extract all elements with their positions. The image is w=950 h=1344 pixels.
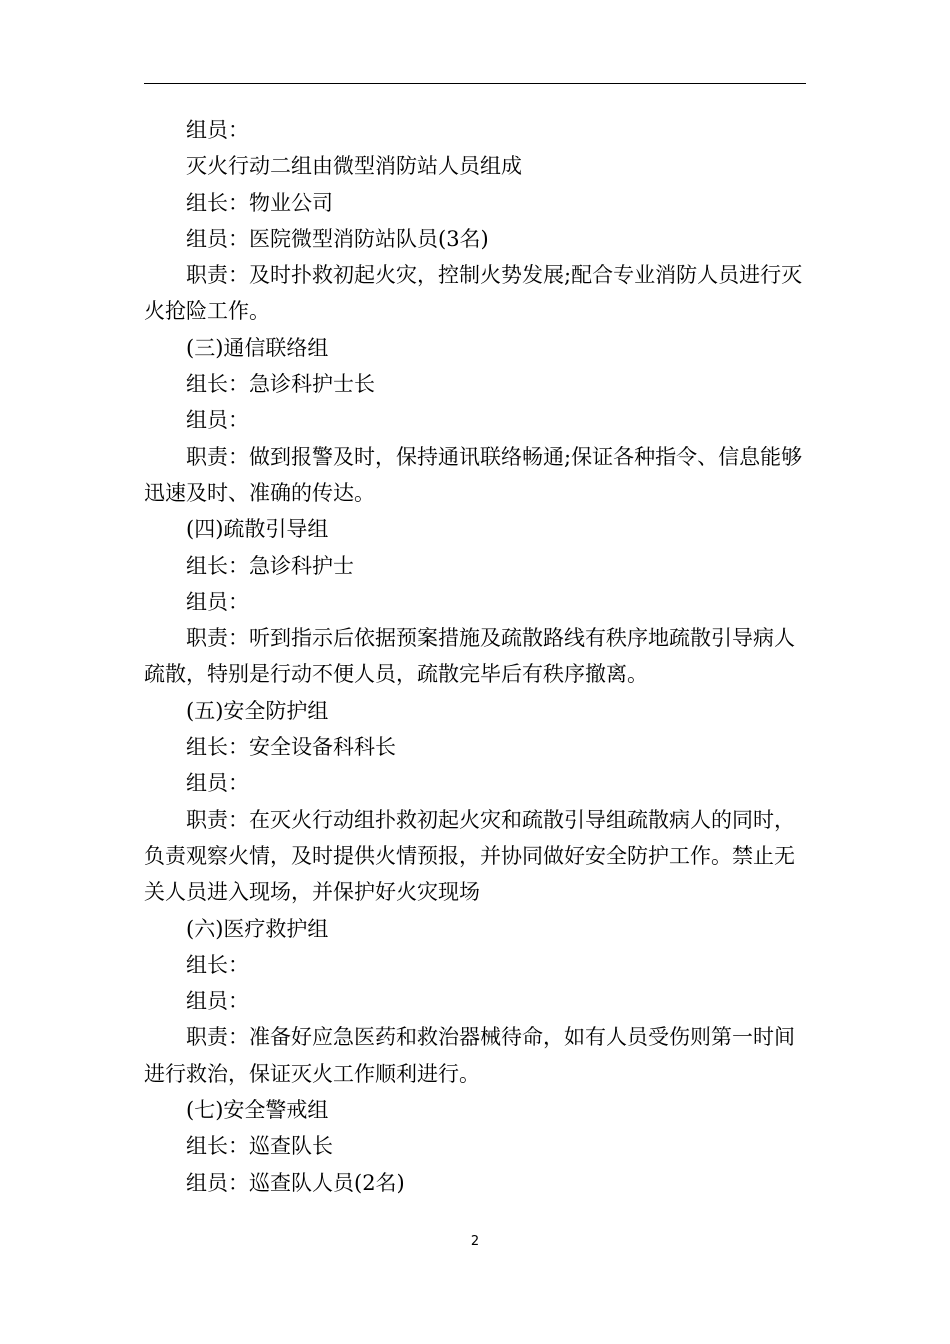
paragraph: 组长：急诊科护士	[186, 553, 354, 578]
paragraph: 职责：准备好应急医药和救治器械待命，如有人员受伤则第一时间进行救治，保证灭火工作顺利进行。	[144, 1025, 795, 1086]
paragraph: 职责：听到指示后依据预案措施及疏散路线有秩序地疏散引导病人疏散，特别是行动不便人员，疏散完毕后有秩序撤离。	[144, 626, 795, 687]
section-heading: (六)医疗救护组	[186, 916, 329, 941]
section-heading: (七)安全警戒组	[186, 1098, 329, 1123]
paragraph: 灭火行动二组由微型消防站人员组成	[186, 154, 522, 179]
paragraph: 组员：	[186, 771, 249, 796]
section-heading: (五)安全防护组	[186, 698, 329, 723]
paragraph: 组长：	[186, 952, 249, 977]
document-body	[144, 112, 806, 1201]
paragraph: 组员：	[186, 408, 249, 433]
paragraph: 组员：	[186, 118, 249, 142]
header-rule	[144, 83, 806, 84]
paragraph: 职责：在灭火行动组扑救初起火灾和疏散引导组疏散病人的同时，负责观察火情，及时提供火情预报，并协同做好安全防护工作。禁止无关人员进入现场，并保护好火灾现场	[144, 807, 795, 905]
paragraph: 组长：安全设备科科长	[186, 735, 396, 760]
paragraph: 组员：巡查队人员(2名)	[186, 1170, 405, 1195]
paragraph: 职责：及时扑救初起火灾，控制火势发展;配合专业消防人员进行灭火抢险工作。	[144, 263, 803, 324]
section-heading: (四)疏散引导组	[186, 517, 329, 542]
page-number: 2	[470, 1234, 480, 1249]
section-heading: (三)通信联络组	[186, 335, 329, 360]
paragraph: 职责：做到报警及时，保持通讯联络畅通;保证各种指令、信息能够迅速及时、准确的传达。	[144, 444, 803, 505]
paragraph: 组长：急诊科护士长	[186, 372, 375, 397]
paragraph: 组员：	[186, 589, 249, 614]
paragraph: 组长：巡查队长	[186, 1134, 333, 1159]
paragraph: 组长：物业公司	[186, 190, 333, 215]
paragraph: 组员：医院微型消防站队员(3名)	[186, 226, 489, 251]
paragraph: 组员：	[186, 989, 249, 1014]
